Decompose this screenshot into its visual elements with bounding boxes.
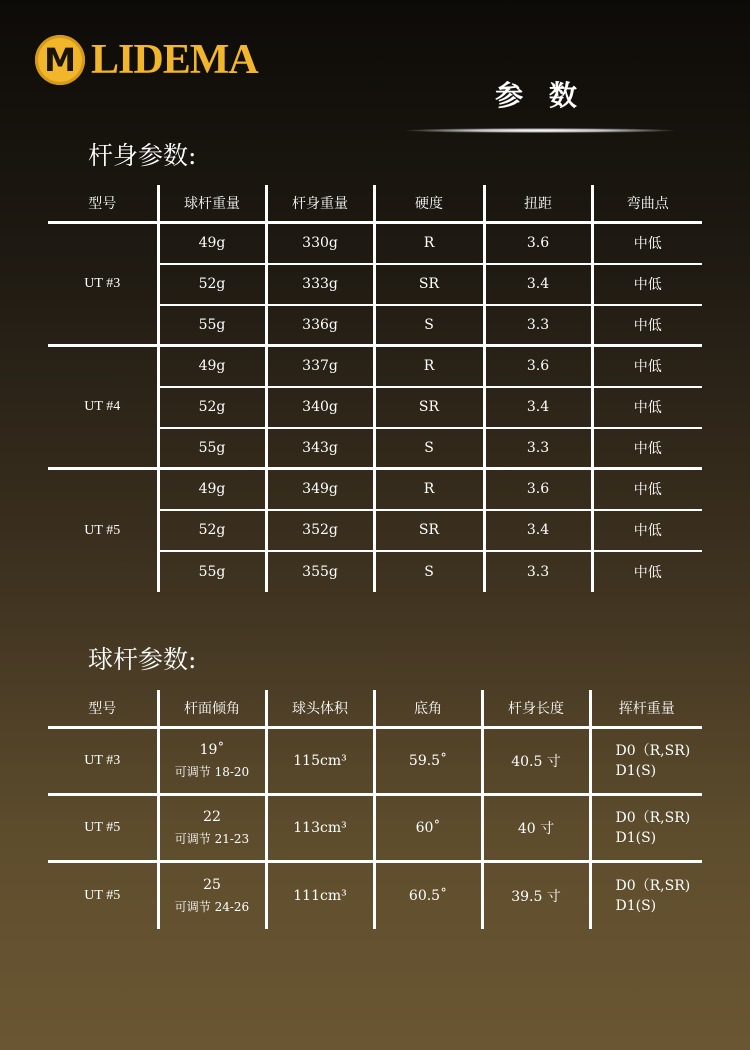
brand-badge-letter: M bbox=[44, 41, 76, 79]
flex-cell: R bbox=[374, 346, 484, 387]
model-cell: UT #3 bbox=[48, 223, 158, 346]
swing-weight-line: D0（R,SR) bbox=[615, 810, 691, 826]
flex-cell: SR bbox=[374, 387, 484, 428]
torque-cell: 3.4 bbox=[484, 264, 592, 305]
shaft-weight-cell: 333g bbox=[266, 264, 374, 305]
model-cell: UT #4 bbox=[48, 346, 158, 469]
torque-cell: 3.6 bbox=[484, 223, 592, 264]
lie-angle-cell: 60.5˚ bbox=[374, 862, 482, 929]
flex-cell: R bbox=[374, 469, 484, 510]
shaft-weight-cell: 355g bbox=[266, 551, 374, 592]
kick-point-cell: 中低 bbox=[592, 551, 702, 592]
swing-weight-cell bbox=[590, 862, 702, 929]
kick-point-cell: 中低 bbox=[592, 346, 702, 387]
flex-cell: R bbox=[374, 223, 484, 264]
loft-adjust-note: 可调节 24-26 bbox=[174, 899, 250, 914]
shaft-length-cell: 40 寸 bbox=[482, 795, 590, 862]
loft-cell bbox=[158, 728, 266, 795]
shaft-weight-cell: 349g bbox=[266, 469, 374, 510]
flex-cell: SR bbox=[374, 264, 484, 305]
kick-point-cell: 中低 bbox=[592, 469, 702, 510]
header-cell: 弯曲点 bbox=[592, 185, 702, 223]
swing-weight-line: D0（R,SR) bbox=[615, 877, 691, 894]
table-row bbox=[48, 795, 702, 862]
model-cell: UT #5 bbox=[48, 795, 158, 862]
model-cell: UT #5 bbox=[48, 862, 158, 929]
shaft-section-title: 杆身参数: bbox=[88, 141, 197, 170]
torque-cell: 3.6 bbox=[484, 469, 592, 510]
brand-badge bbox=[35, 35, 85, 85]
header-cell: 型号 bbox=[88, 196, 117, 212]
table-row bbox=[48, 728, 702, 795]
club-weight-cell: 55g bbox=[158, 305, 266, 346]
table-row bbox=[48, 346, 702, 387]
shaft-weight-cell: 352g bbox=[266, 510, 374, 551]
table-row bbox=[48, 469, 702, 510]
flex-cell: S bbox=[374, 428, 484, 469]
loft-value: 22 bbox=[203, 809, 221, 825]
kick-point-cell: 中低 bbox=[592, 387, 702, 428]
shaft-length-cell: 39.5 寸 bbox=[482, 862, 590, 929]
swing-weight-line: D1(S) bbox=[615, 830, 657, 846]
torque-cell: 3.6 bbox=[484, 346, 592, 387]
loft-adjust-note: 可调节 18-20 bbox=[174, 765, 250, 779]
swing-weight-cell bbox=[590, 728, 702, 795]
lie-angle-cell: 59.5˚ bbox=[374, 728, 482, 795]
loft-adjust-note: 可调节 21-23 bbox=[174, 832, 250, 846]
shaft-weight-cell: 336g bbox=[266, 305, 374, 346]
shaft-weight-cell: 330g bbox=[266, 223, 374, 264]
club-weight-cell: 52g bbox=[158, 264, 266, 305]
shaft-spec-table bbox=[48, 185, 702, 592]
header-cell: 杆身重量 bbox=[266, 185, 374, 223]
torque-cell: 3.4 bbox=[484, 387, 592, 428]
header-cell: 扭距 bbox=[484, 185, 592, 223]
swing-weight-line: D1(S) bbox=[615, 763, 657, 779]
club-weight-cell: 52g bbox=[158, 387, 266, 428]
torque-cell: 3.3 bbox=[484, 428, 592, 469]
loft-value: 25 bbox=[203, 876, 221, 893]
kick-point-cell: 中低 bbox=[592, 510, 702, 551]
head-volume-cell: 113cm³ bbox=[266, 795, 374, 862]
table-header-row bbox=[48, 690, 702, 728]
club-weight-cell: 55g bbox=[158, 428, 266, 469]
header-cell: 挥杆重量 bbox=[590, 690, 702, 728]
header-cell: 球头体积 bbox=[266, 690, 374, 728]
lie-angle-cell: 60˚ bbox=[374, 795, 482, 862]
header-cell: 杆面倾角 bbox=[158, 690, 266, 728]
flex-cell: S bbox=[374, 305, 484, 346]
club-weight-cell: 49g bbox=[158, 346, 266, 387]
loft-value: 19˚ bbox=[199, 742, 225, 758]
model-cell: UT #5 bbox=[48, 469, 158, 592]
brand-name: LIDEMA bbox=[91, 37, 258, 83]
head-volume-cell: 115cm³ bbox=[266, 728, 374, 795]
shaft-weight-cell: 343g bbox=[266, 428, 374, 469]
kick-point-cell: 中低 bbox=[592, 223, 702, 264]
club-weight-cell: 55g bbox=[158, 551, 266, 592]
flex-cell: SR bbox=[374, 510, 484, 551]
header-cell: 杆身长度 bbox=[482, 690, 590, 728]
torque-cell: 3.4 bbox=[484, 510, 592, 551]
model-cell: UT #3 bbox=[48, 728, 158, 795]
heading-divider bbox=[405, 128, 675, 133]
kick-point-cell: 中低 bbox=[592, 264, 702, 305]
brand-logo bbox=[35, 32, 258, 88]
header-cell: 型号 bbox=[88, 701, 117, 717]
torque-cell: 3.3 bbox=[484, 305, 592, 346]
club-weight-cell: 49g bbox=[158, 469, 266, 510]
header-cell: 硬度 bbox=[374, 185, 484, 223]
table-header-row bbox=[48, 185, 702, 223]
club-weight-cell: 52g bbox=[158, 510, 266, 551]
torque-cell: 3.3 bbox=[484, 551, 592, 592]
head-volume-cell: 111cm³ bbox=[266, 862, 374, 929]
loft-cell bbox=[158, 795, 266, 862]
shaft-weight-cell: 337g bbox=[266, 346, 374, 387]
table-row bbox=[48, 223, 702, 264]
header-cell: 底角 bbox=[374, 690, 482, 728]
flex-cell: S bbox=[374, 551, 484, 592]
club-section-title: 球杆参数: bbox=[88, 645, 197, 674]
club-spec-table bbox=[48, 690, 702, 929]
table-row bbox=[48, 862, 702, 929]
loft-cell bbox=[158, 862, 266, 929]
header-cell: 球杆重量 bbox=[158, 185, 266, 223]
swing-weight-line: D1(S) bbox=[615, 897, 657, 914]
page-heading: 参 数 bbox=[495, 79, 585, 112]
kick-point-cell: 中低 bbox=[592, 428, 702, 469]
club-weight-cell: 49g bbox=[158, 223, 266, 264]
swing-weight-cell bbox=[590, 795, 702, 862]
kick-point-cell: 中低 bbox=[592, 305, 702, 346]
swing-weight-line: D0（R,SR) bbox=[615, 743, 691, 759]
shaft-length-cell: 40.5 寸 bbox=[482, 728, 590, 795]
shaft-weight-cell: 340g bbox=[266, 387, 374, 428]
